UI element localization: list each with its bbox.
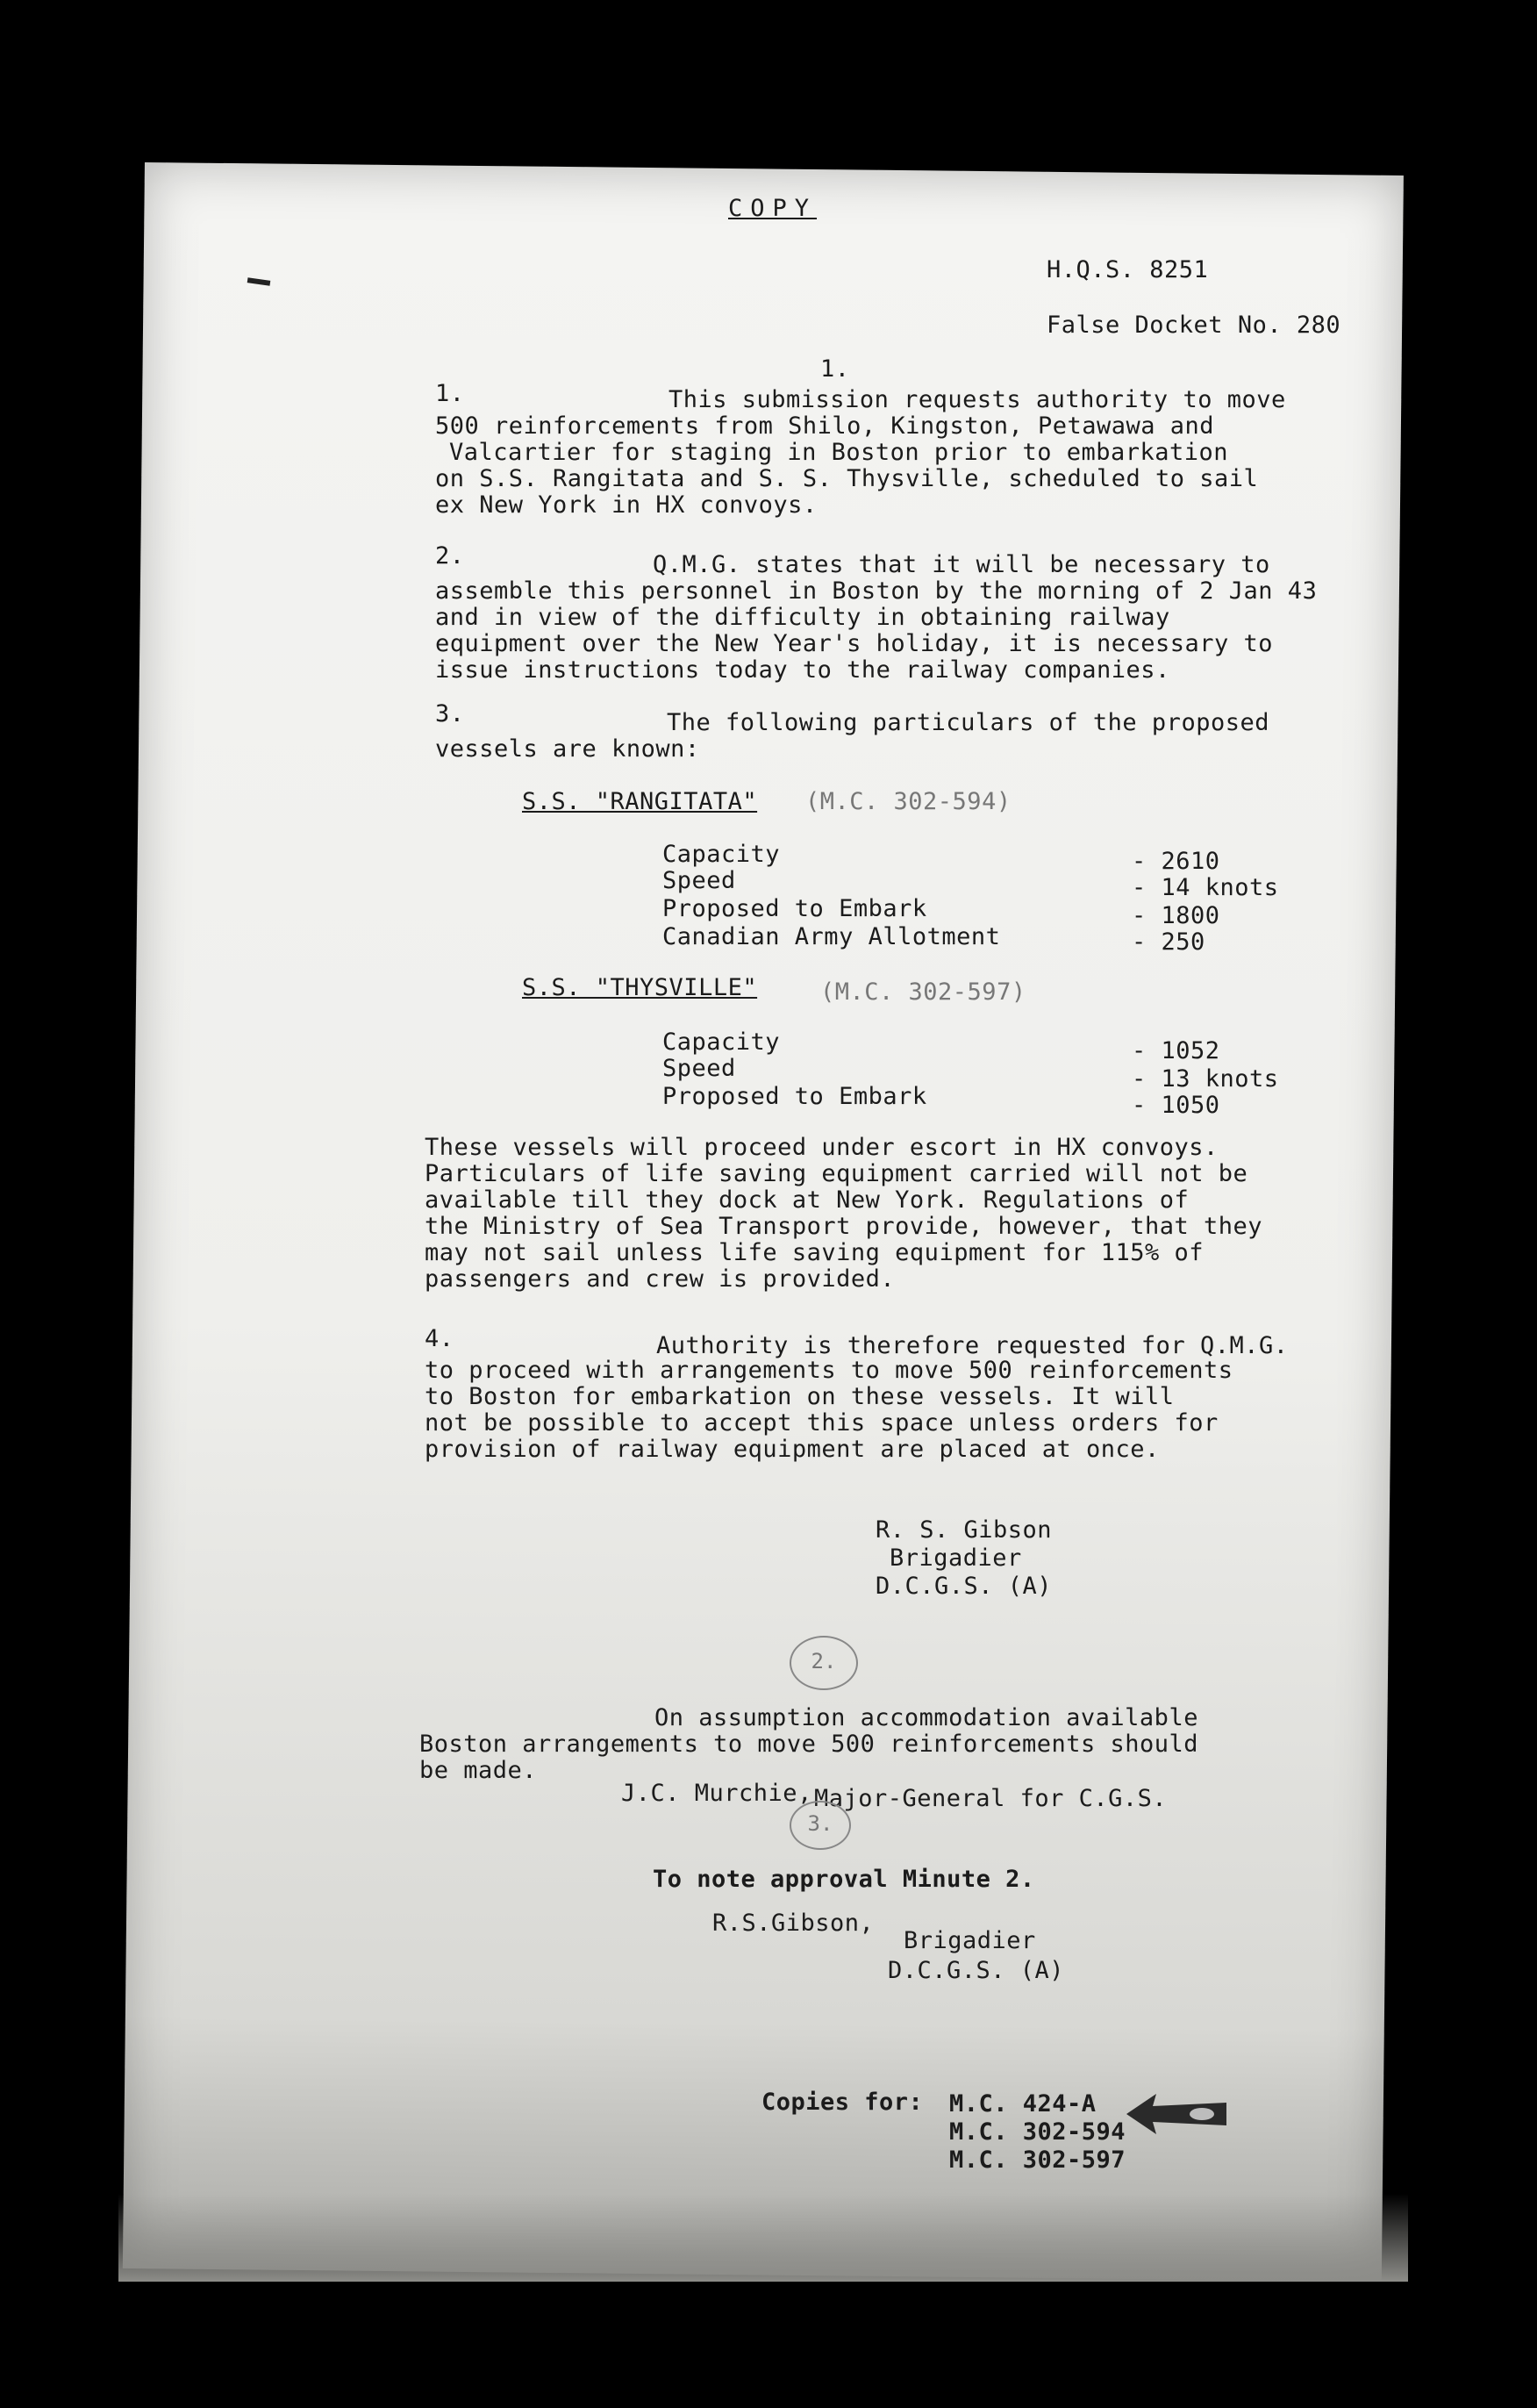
spec-label: Canadian Army Allotment	[662, 923, 1001, 950]
copies-item: M.C. 424-A	[949, 2090, 1097, 2118]
spec-value: - 1052	[1132, 1037, 1220, 1064]
spec-value: - 1800	[1132, 902, 1220, 929]
signer-name: R. S. Gibson	[876, 1516, 1053, 1544]
vessel-rangitata-name: S.S. "RANGITATA"	[522, 788, 758, 815]
para4-line: to proceed with arrangements to move 500 reinforcements	[425, 1357, 1233, 1384]
para1-line: on S.S. Rangitata and S. S. Thysville, scheduled to sail	[435, 465, 1259, 492]
para4-line: provision of railway equipment are placed at once.	[425, 1436, 1160, 1463]
docket-number: False Docket No. 280	[1047, 312, 1341, 339]
para1-line: ex New York in HX convoys.	[435, 491, 818, 519]
para3b-line: the Ministry of Sea Transport provide, however, that they	[425, 1213, 1263, 1240]
vessel-rangitata-ref: (M.C. 302-594)	[805, 788, 1012, 815]
signer-rank: Brigadier	[890, 1544, 1022, 1572]
para4-line: not be possible to accept this space unless orders for	[425, 1409, 1219, 1437]
minute2-signer: J.C. Murchie,	[621, 1780, 812, 1807]
para4-number: 4.	[425, 1325, 454, 1352]
spec-label: Proposed to Embark	[662, 895, 927, 922]
arrow-pointer-icon	[1125, 2090, 1230, 2138]
para3b-line: available till they dock at New York. Regulations of	[425, 1186, 1190, 1214]
vessel-thysville-name: S.S. "THYSVILLE"	[522, 974, 758, 1001]
para2-line: assemble this personnel in Boston by the morning of 2 Jan 43	[435, 577, 1318, 605]
spec-label: Speed	[662, 1055, 736, 1082]
para3-line: vessels are known:	[435, 735, 700, 763]
para2-line: issue instructions today to the railway companies.	[435, 656, 1170, 684]
copy-label: COPY	[728, 195, 818, 222]
para2-line: and in view of the difficulty in obtaining railway	[435, 604, 1170, 631]
para4-line: to Boston for embarkation on these vessels. It will	[425, 1383, 1175, 1410]
para3b-line: These vessels will proceed under escort in HX convoys.	[425, 1134, 1219, 1161]
spec-label: Capacity	[662, 1028, 781, 1056]
minute3-text: To note approval Minute 2.	[653, 1866, 1035, 1893]
minute3-title: D.C.G.S. (A)	[888, 1957, 1065, 1984]
spec-value: - 250	[1132, 928, 1205, 956]
page-shadow	[118, 2194, 1408, 2282]
spec-label: Proposed to Embark	[662, 1083, 927, 1110]
minute-3-number: 3.	[807, 1811, 833, 1836]
minute2-line: Boston arrangements to move 500 reinforcements should	[419, 1731, 1199, 1758]
para3-line: The following particulars of the proposed	[667, 709, 1269, 736]
vessel-thysville-ref: (M.C. 302-597)	[820, 978, 1026, 1006]
spec-label: Speed	[662, 867, 736, 894]
minute-2-number: 2.	[811, 1649, 837, 1673]
para3b-line: Particulars of life saving equipment carried will not be	[425, 1160, 1248, 1187]
minute-3-circle	[790, 1801, 851, 1850]
spec-label: Capacity	[662, 841, 781, 868]
spec-value: - 13 knots	[1132, 1065, 1279, 1093]
signer-title: D.C.G.S. (A)	[876, 1573, 1053, 1600]
para3b-line: passengers and crew is provided.	[425, 1265, 896, 1293]
copies-label: Copies for:	[761, 2089, 924, 2116]
para3b-line: may not sail unless life saving equipment for 115% of	[425, 1239, 1205, 1266]
minute-number-1: 1.	[820, 355, 850, 383]
minute3-rank: Brigadier	[904, 1927, 1036, 1954]
para3-number: 3.	[435, 700, 465, 727]
para4-line: Authority is therefore requested for Q.M.G.	[656, 1332, 1289, 1359]
file-reference: H.Q.S. 8251	[1047, 256, 1209, 283]
minute3-signer: R.S.Gibson,	[712, 1910, 875, 1937]
para1-number: 1.	[435, 380, 465, 407]
copies-item: M.C. 302-597	[949, 2146, 1126, 2174]
para2-line: equipment over the New Year's holiday, it is necessary to	[435, 630, 1274, 657]
para2-number: 2.	[435, 542, 465, 570]
minute2-line: be made.	[419, 1757, 538, 1784]
para1-line: Valcartier for staging in Boston prior to embarkation	[449, 439, 1229, 466]
minute2-line: On assumption accommodation available	[654, 1704, 1198, 1731]
spec-value: - 2610	[1132, 848, 1220, 875]
para1-line: 500 reinforcements from Shilo, Kingston, Petawawa and	[435, 412, 1215, 440]
para1-line: This submission requests authority to move	[668, 386, 1286, 413]
spec-value: - 14 knots	[1132, 874, 1279, 901]
spec-value: - 1050	[1132, 1092, 1220, 1119]
minute-2-circle	[790, 1636, 858, 1690]
copies-item: M.C. 302-594	[949, 2118, 1126, 2146]
para2-line: Q.M.G. states that it will be necessary to	[653, 551, 1270, 578]
minute2-signer-title: Major-General for C.G.S.	[814, 1785, 1168, 1812]
